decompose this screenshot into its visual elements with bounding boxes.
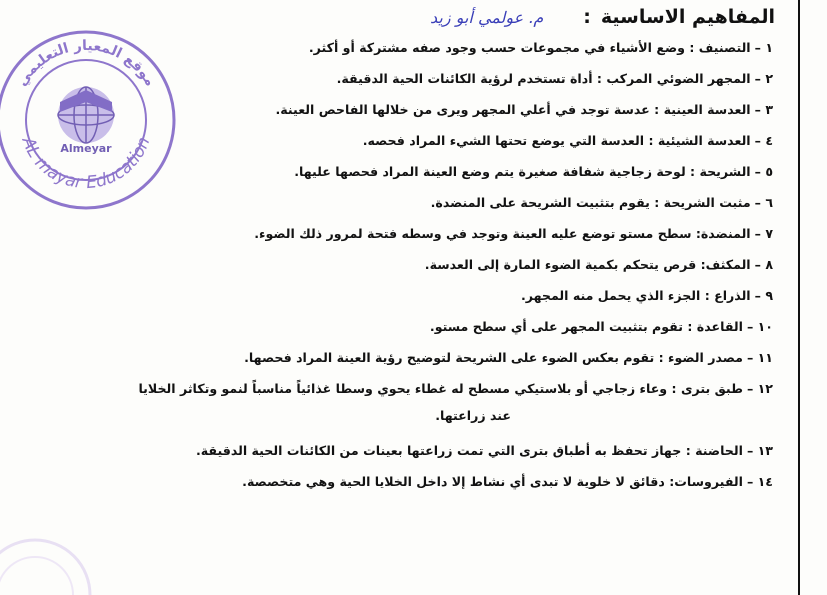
item-number: ١٠ – [746, 319, 773, 334]
page-heading: المفاهيم الاساسية [600, 6, 775, 28]
item-number: ٣ – [754, 102, 773, 117]
item-text: القاعدة : تقوم بتثبيت المجهر على أي سطح مستو. [429, 319, 743, 334]
item-text: مثبت الشريحة : يقوم بتثبيت الشريحة على المنضدة. [430, 195, 751, 210]
definition-item [0, 68, 773, 99]
definition-item [0, 440, 773, 471]
item-number: ٧ – [754, 226, 773, 241]
svg-text:AL mayar Education: AL mayar Education [17, 134, 155, 194]
item-number: ١٣ – [746, 443, 773, 458]
item-text: الشريحة : لوحة زجاجية شفافة صغيرة يتم وضع العينة المراد فحصها عليها. [294, 164, 751, 179]
definition-item [0, 99, 773, 130]
item-number: ١١ – [746, 350, 773, 365]
definition-item [0, 223, 773, 254]
item-text: المكثف: قرص يتحكم بكمية الضوء المارة إلى العدسة. [424, 257, 751, 272]
definition-item [0, 161, 773, 192]
definition-item [0, 471, 773, 502]
item-number: ١٢ – [746, 381, 773, 396]
item-text: الحاضنة : جهاز تحفظ به أطباق بترى التي تمت زراعتها بعينات من الكائنات الحية الدقيقة. [195, 443, 743, 458]
item-text: المنضدة: سطح مستو توضع عليه العينة وتوجد في وسطه فتحة لمرور ذلك الضوء. [254, 226, 751, 241]
definition-item [0, 316, 773, 347]
item-number: ٥ – [754, 164, 773, 179]
heading-colon: : [583, 6, 591, 28]
item-number: ٢ – [754, 71, 773, 86]
definition-item [0, 285, 773, 316]
svg-text:موقع المعيار التعليمي: موقع المعيار التعليمي [13, 37, 159, 90]
item-text: المجهر الضوئي المركب : أداة تستخدم لرؤية الكائنات الحية الدقيقة. [336, 71, 751, 86]
item-number: ١ – [754, 40, 773, 55]
item-text-continuation: عند زراعتها. [435, 408, 511, 423]
item-number: ٩ – [754, 288, 773, 303]
definitions-list [0, 37, 773, 502]
item-text: الذراع : الجزء الذي يحمل منه المجهر. [520, 288, 751, 303]
definition-item [0, 347, 773, 378]
item-text: الفيروسات: دقائق لا خلوية لا تبدى أي نشاط إلا داخل الخلايا الحية وهي متخصصة. [242, 474, 743, 489]
item-number: ١٤ – [746, 474, 773, 489]
margin-rule [798, 0, 800, 595]
definition-item [0, 192, 773, 223]
item-text: العدسة الشيئية : العدسة التي يوضع تحتها الشيء المراد فحصه. [362, 133, 751, 148]
faded-stamp-mark [0, 520, 110, 595]
item-number: ٤ – [754, 133, 773, 148]
handwritten-author-note: م. عولمي أبو زيد [430, 7, 544, 27]
item-number: ٨ – [754, 257, 773, 272]
item-number: ٦ – [754, 195, 773, 210]
definition-item [0, 37, 773, 68]
item-text: التصنيف : وضع الأشياء في مجموعات حسب وجود صفه مشتركة أو أكثر. [308, 40, 751, 55]
definition-item [0, 130, 773, 161]
svg-text:Almeyar: Almeyar [60, 142, 112, 155]
item-text: مصدر الضوء : تقوم بعكس الضوء على الشريحة لتوضيح رؤية العينة المراد فحصها. [244, 350, 743, 365]
definition-item [0, 378, 773, 440]
definition-item [0, 254, 773, 285]
heading-row [430, 4, 775, 30]
item-text: العدسة العينية : عدسة توجد في أعلي المجهر ويرى من خلالها الفاحص العينة. [275, 102, 751, 117]
item-text: طبق بترى : وعاء زجاجي أو بلاستيكي مسطح له غطاء يحوي وسطا غذائياً مناسباً لنمو وتكاثر الخلايا [138, 381, 743, 396]
